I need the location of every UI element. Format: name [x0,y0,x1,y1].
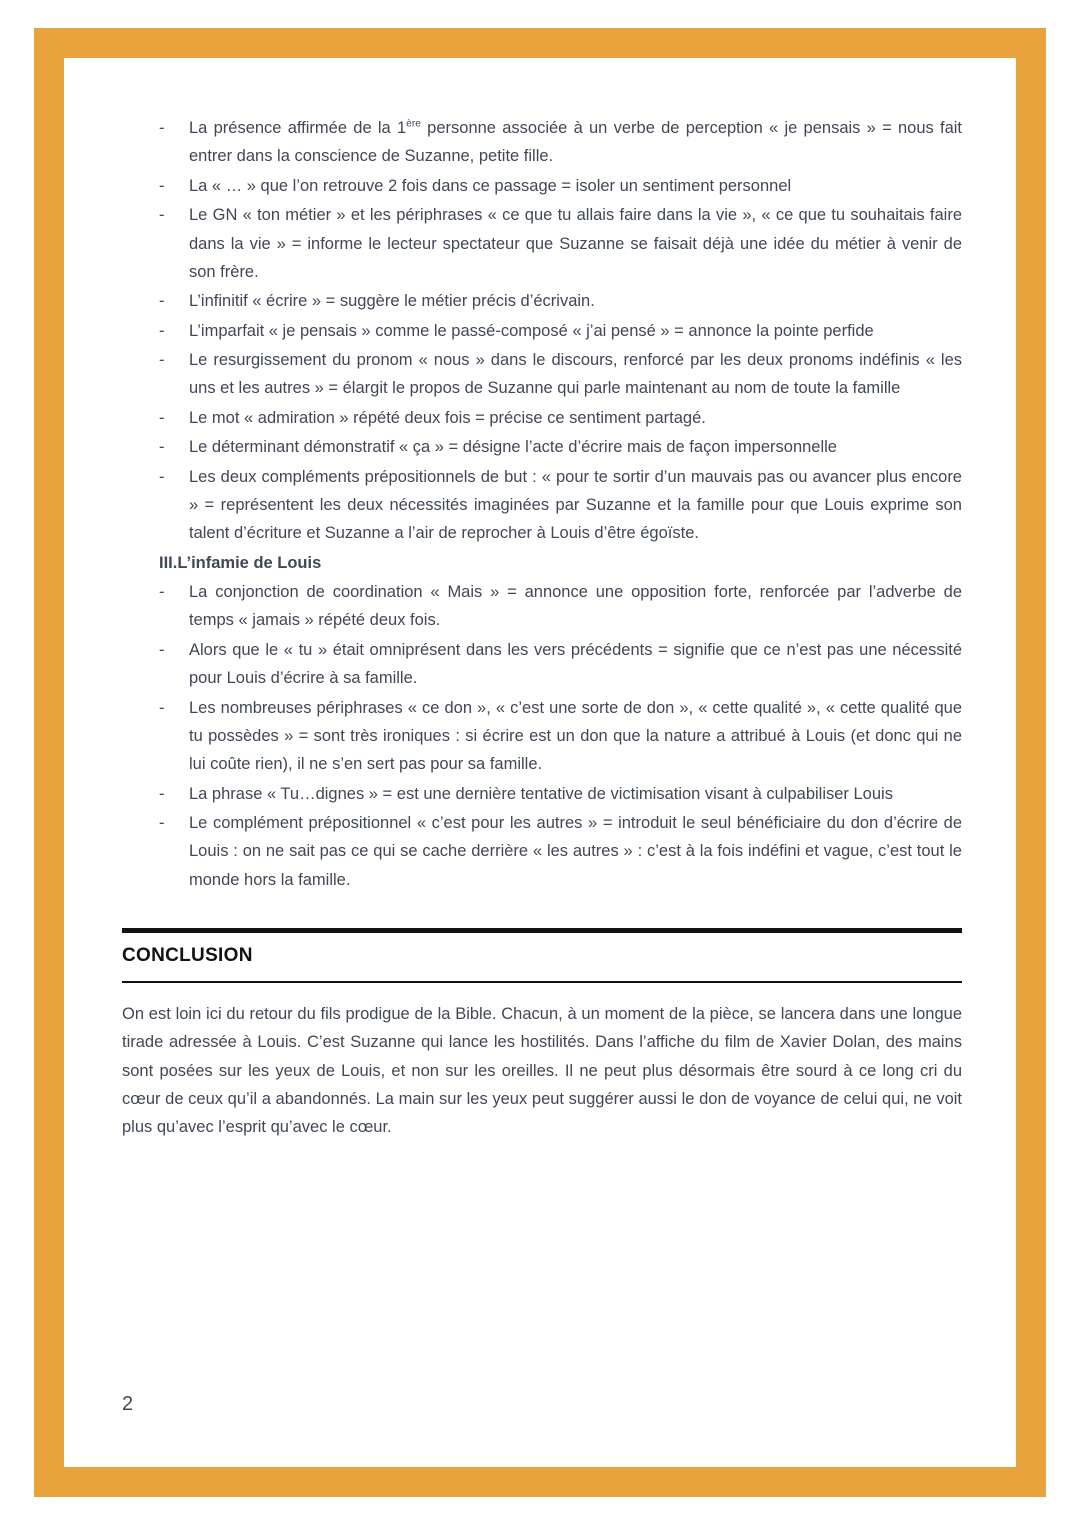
list-item: - L’infinitif « écrire » = suggère le métier précis d’écrivain. [159,287,962,315]
list-item: - Le complément prépositionnel « c’est pour les autres » = introduit le seul bénéficiaire du don d’écrire de Louis : on ne sait pas ce qui se cache derrière « les autres » : c’est à la fois indéfini et vague, c’est tout le monde hors la famille. [159,809,962,894]
conclusion-divider-top [122,928,962,933]
page-number: 2 [122,1392,134,1415]
list-item: - Les nombreuses périphrases « ce don », « c’est une sorte de don », « cette qualité », « cette qualité que tu possèdes » = sont très ironiques : si écrire est un don que la nature a attribué à Louis (et donc qui ne lui coûte rien), il ne s’en sert pas pour sa famille. [159,694,962,779]
conclusion-divider-bottom [122,981,962,983]
list-item: - La conjonction de coordination « Mais » = annonce une opposition forte, renforcée par l’adverbe de temps « jamais » répété deux fois. [159,578,962,635]
conclusion-title: CONCLUSION [122,945,253,967]
list-item: - L’imparfait « je pensais » comme le passé-composé « j’ai pensé » = annonce la pointe perfide [159,317,962,345]
conclusion-paragraph: On est loin ici du retour du fils prodigue de la Bible. Chacun, à un moment de la pièce, se lancera dans une longue tirade adressée à Louis. C’est Suzanne qui lance les hostilités. Dans l’affiche du film de Xavier Dolan, des mains sont posées sur les yeux de Louis, et non sur les oreilles. Il ne peut plus désormais être sourd à ce long cri du cœur de ceux qu’il a abandonnés. La main sur les yeux peut suggérer aussi le don de voyance de celui qui, ne voit plus qu’avec l’esprit qu’avec le cœur. [122,1004,962,1137]
list-item: - Le déterminant démonstratif « ça » = désigne l’acte d’écrire mais de façon impersonnelle [159,433,962,461]
list-item: - La « … » que l’on retrouve 2 fois dans ce passage = isoler un sentiment personnel [159,172,962,200]
page-border-frame [34,28,1046,1497]
section-heading-infamie: III.L’infamie de Louis [159,553,322,572]
page-content [64,58,1016,1467]
list-item: - La présence affirmée de la 1ère personne associée à un verbe de perception « je pensais » = nous fait entrer dans la conscience de Suzanne, petite fille. [159,114,962,171]
list-item: - Les deux compléments prépositionnels de but : « pour te sortir d’un mauvais pas ou avancer plus encore » = représentent les deux nécessités imaginées par Suzanne et la famille pour que Louis exprime son talent d’écriture et Suzanne a l’air de reprocher à Louis d’être égoïste. [159,463,962,548]
list-item: - Le mot « admiration » répété deux fois = précise ce sentiment partagé. [159,404,962,432]
list-item: - Alors que le « tu » était omniprésent dans les vers précédents = signifie que ce n’est pas une nécessité pour Louis d’écrire à sa famille. [159,636,962,693]
conclusion-section [122,928,962,1142]
analysis-list-suzanne [122,114,962,548]
list-item: - La phrase « Tu…dignes » = est une dernière tentative de victimisation visant à culpabiliser Louis [159,780,962,808]
analysis-list-infamie [122,578,962,894]
list-item: - Le GN « ton métier » et les périphrases « ce que tu allais faire dans la vie », « ce que tu souhaitais faire dans la vie » = informe le lecteur spectateur que Suzanne se faisait déjà une idée du métier à venir de son frère. [159,201,962,286]
list-item: - Le resurgissement du pronom « nous » dans le discours, renforcé par les deux pronoms indéfinis « les uns et les autres » = élargit le propos de Suzanne qui parle maintenant au nom de toute la famille [159,346,962,403]
